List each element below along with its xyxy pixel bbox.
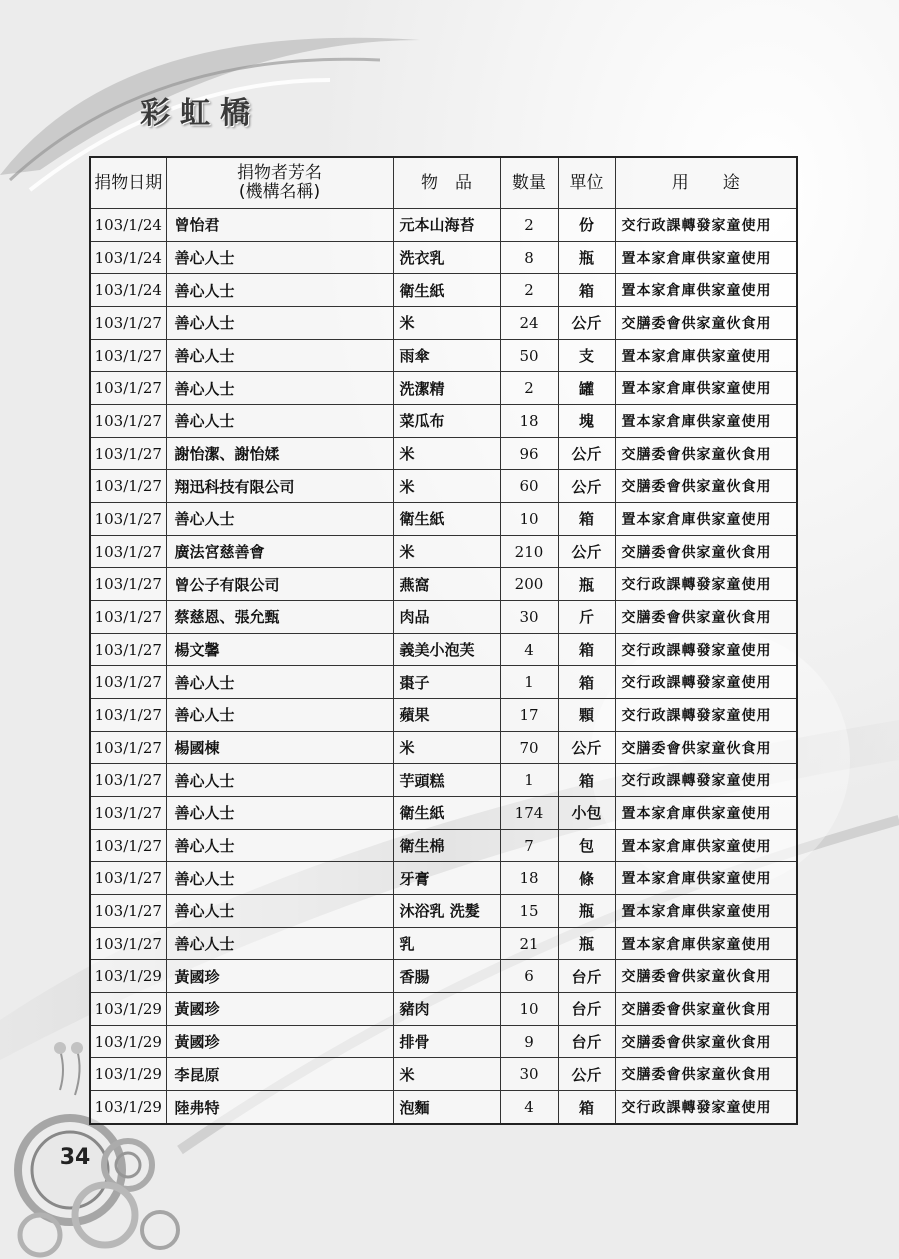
- table-row: [90, 535, 797, 568]
- cell-unit: 箱: [558, 274, 615, 307]
- cell-item: 米: [393, 437, 500, 470]
- cell-donor: 善心人士: [166, 699, 393, 732]
- table-row: [90, 274, 797, 307]
- cell-date: 103/1/27: [90, 699, 166, 732]
- cell-donor: 黃國珍: [166, 1025, 393, 1058]
- cell-unit: 台斤: [558, 960, 615, 993]
- cell-date: 103/1/27: [90, 568, 166, 601]
- cell-date: 103/1/27: [90, 797, 166, 830]
- cell-date: 103/1/27: [90, 339, 166, 372]
- table-row: [90, 699, 797, 732]
- table-row: [90, 1025, 797, 1058]
- cell-use: 交膳委會供家童伙食用: [615, 470, 797, 503]
- cell-unit: 公斤: [558, 535, 615, 568]
- cell-date: 103/1/27: [90, 764, 166, 797]
- cell-qty: 1: [500, 666, 558, 699]
- cell-unit: 箱: [558, 633, 615, 666]
- cell-donor: 善心人士: [166, 862, 393, 895]
- table-row: [90, 862, 797, 895]
- cell-donor: 善心人士: [166, 764, 393, 797]
- cell-item: 衛生棉: [393, 829, 500, 862]
- cell-item: 排骨: [393, 1025, 500, 1058]
- cell-qty: 30: [500, 1058, 558, 1091]
- cell-donor: 善心人士: [166, 927, 393, 960]
- cell-donor: 楊文馨: [166, 633, 393, 666]
- header-date: 捐物日期: [90, 157, 166, 209]
- cell-use: 交行政課轉發家童使用: [615, 699, 797, 732]
- header-qty: 數量: [500, 157, 558, 209]
- cell-use: 置本家倉庫供家童使用: [615, 862, 797, 895]
- cell-donor: 善心人士: [166, 503, 393, 536]
- table-row: [90, 437, 797, 470]
- page-number: 34: [59, 1145, 91, 1170]
- table-header-row: [90, 157, 797, 209]
- cell-qty: 2: [500, 372, 558, 405]
- cell-item: 米: [393, 1058, 500, 1091]
- cell-donor: 曾怡君: [166, 209, 393, 242]
- cell-unit: 支: [558, 339, 615, 372]
- cell-use: 交膳委會供家童伙食用: [615, 437, 797, 470]
- cell-date: 103/1/27: [90, 862, 166, 895]
- cell-date: 103/1/27: [90, 503, 166, 536]
- cell-unit: 公斤: [558, 470, 615, 503]
- cell-use: 置本家倉庫供家童使用: [615, 274, 797, 307]
- cell-unit: 箱: [558, 764, 615, 797]
- cell-use: 置本家倉庫供家童使用: [615, 405, 797, 438]
- cell-date: 103/1/24: [90, 274, 166, 307]
- cell-item: 香腸: [393, 960, 500, 993]
- table-row: [90, 764, 797, 797]
- cell-use: 置本家倉庫供家童使用: [615, 339, 797, 372]
- cell-donor: 黃國珍: [166, 993, 393, 1026]
- section-title: 彩虹橋: [140, 96, 260, 131]
- table-row: [90, 960, 797, 993]
- cell-item: 元本山海苔: [393, 209, 500, 242]
- cell-donor: 黃國珍: [166, 960, 393, 993]
- header-donor-line1: 捐物者芳名: [237, 163, 322, 183]
- cell-use: 交行政課轉發家童使用: [615, 1091, 797, 1124]
- cell-unit: 公斤: [558, 437, 615, 470]
- cell-date: 103/1/24: [90, 241, 166, 274]
- table-row: [90, 405, 797, 438]
- cell-donor: 廣法宮慈善會: [166, 535, 393, 568]
- cell-item: 棗子: [393, 666, 500, 699]
- cell-qty: 9: [500, 1025, 558, 1058]
- donation-table-container: [89, 156, 796, 1125]
- cell-unit: 公斤: [558, 731, 615, 764]
- cell-unit: 瓶: [558, 241, 615, 274]
- cell-qty: 10: [500, 503, 558, 536]
- table-row: [90, 927, 797, 960]
- cell-date: 103/1/24: [90, 209, 166, 242]
- cell-donor: 善心人士: [166, 274, 393, 307]
- cell-use: 置本家倉庫供家童使用: [615, 829, 797, 862]
- cell-use: 交膳委會供家童伙食用: [615, 1058, 797, 1091]
- table-row: [90, 307, 797, 340]
- cell-unit: 斤: [558, 601, 615, 634]
- cell-unit: 塊: [558, 405, 615, 438]
- cell-donor: 謝怡潔、謝怡媃: [166, 437, 393, 470]
- cell-donor: 翔迅科技有限公司: [166, 470, 393, 503]
- cell-qty: 10: [500, 993, 558, 1026]
- table-row: [90, 470, 797, 503]
- cell-use: 交膳委會供家童伙食用: [615, 731, 797, 764]
- cell-qty: 7: [500, 829, 558, 862]
- cell-qty: 24: [500, 307, 558, 340]
- cell-donor: 善心人士: [166, 405, 393, 438]
- cell-date: 103/1/27: [90, 731, 166, 764]
- cell-unit: 箱: [558, 1091, 615, 1124]
- cell-use: 交膳委會供家童伙食用: [615, 993, 797, 1026]
- cell-qty: 174: [500, 797, 558, 830]
- table-row: [90, 1091, 797, 1124]
- cell-item: 衛生紙: [393, 274, 500, 307]
- cell-use: 交膳委會供家童伙食用: [615, 1025, 797, 1058]
- cell-date: 103/1/27: [90, 633, 166, 666]
- cell-unit: 顆: [558, 699, 615, 732]
- cell-item: 泡麵: [393, 1091, 500, 1124]
- cell-item: 豬肉: [393, 993, 500, 1026]
- table-row: [90, 633, 797, 666]
- cell-qty: 50: [500, 339, 558, 372]
- cell-item: 洗衣乳: [393, 241, 500, 274]
- table-row: [90, 797, 797, 830]
- cell-date: 103/1/27: [90, 372, 166, 405]
- cell-qty: 2: [500, 209, 558, 242]
- cell-date: 103/1/29: [90, 960, 166, 993]
- table-row: [90, 895, 797, 928]
- cell-qty: 4: [500, 633, 558, 666]
- cell-item: 牙膏: [393, 862, 500, 895]
- cell-donor: 陸弗特: [166, 1091, 393, 1124]
- cell-date: 103/1/27: [90, 601, 166, 634]
- cell-donor: 善心人士: [166, 241, 393, 274]
- cell-unit: 台斤: [558, 993, 615, 1026]
- cell-use: 置本家倉庫供家童使用: [615, 797, 797, 830]
- header-donor-line2: (機構名稱): [238, 182, 321, 202]
- cell-qty: 18: [500, 862, 558, 895]
- cell-unit: 台斤: [558, 1025, 615, 1058]
- cell-item: 蘋果: [393, 699, 500, 732]
- cell-qty: 17: [500, 699, 558, 732]
- cell-qty: 4: [500, 1091, 558, 1124]
- cell-item: 肉品: [393, 601, 500, 634]
- cell-unit: 罐: [558, 372, 615, 405]
- cell-item: 米: [393, 470, 500, 503]
- cell-qty: 96: [500, 437, 558, 470]
- cell-item: 米: [393, 731, 500, 764]
- cell-unit: 瓶: [558, 927, 615, 960]
- table-row: [90, 1058, 797, 1091]
- cell-qty: 6: [500, 960, 558, 993]
- cell-use: 置本家倉庫供家童使用: [615, 503, 797, 536]
- table-row: [90, 209, 797, 242]
- cell-use: 交行政課轉發家童使用: [615, 633, 797, 666]
- cell-qty: 30: [500, 601, 558, 634]
- cell-date: 103/1/29: [90, 1091, 166, 1124]
- cell-use: 置本家倉庫供家童使用: [615, 927, 797, 960]
- cell-unit: 公斤: [558, 307, 615, 340]
- cell-use: 交膳委會供家童伙食用: [615, 601, 797, 634]
- header-use: 用 途: [615, 157, 797, 209]
- cell-use: 交膳委會供家童伙食用: [615, 960, 797, 993]
- cell-use: 交行政課轉發家童使用: [615, 568, 797, 601]
- cell-item: 洗潔精: [393, 372, 500, 405]
- table-row: [90, 568, 797, 601]
- cell-qty: 18: [500, 405, 558, 438]
- cell-item: 衛生紙: [393, 503, 500, 536]
- cell-qty: 1: [500, 764, 558, 797]
- cell-item: 燕窩: [393, 568, 500, 601]
- cell-item: 衛生紙: [393, 797, 500, 830]
- table-row: [90, 666, 797, 699]
- cell-donor: 善心人士: [166, 339, 393, 372]
- cell-item: 菜瓜布: [393, 405, 500, 438]
- cell-unit: 箱: [558, 503, 615, 536]
- cell-donor: 善心人士: [166, 666, 393, 699]
- cell-date: 103/1/27: [90, 470, 166, 503]
- table-row: [90, 339, 797, 372]
- cell-item: 米: [393, 535, 500, 568]
- cell-date: 103/1/29: [90, 1025, 166, 1058]
- cell-qty: 200: [500, 568, 558, 601]
- cell-qty: 70: [500, 731, 558, 764]
- cell-item: 沐浴乳 洗髮: [393, 895, 500, 928]
- cell-item: 義美小泡芙: [393, 633, 500, 666]
- header-item: 物 品: [393, 157, 500, 209]
- cell-use: 置本家倉庫供家童使用: [615, 895, 797, 928]
- header-unit: 單位: [558, 157, 615, 209]
- cell-use: 置本家倉庫供家童使用: [615, 241, 797, 274]
- cell-unit: 份: [558, 209, 615, 242]
- table-row: [90, 601, 797, 634]
- cell-item: 乳: [393, 927, 500, 960]
- table-row: [90, 993, 797, 1026]
- cell-date: 103/1/29: [90, 993, 166, 1026]
- cell-item: 芋頭糕: [393, 764, 500, 797]
- cell-donor: 楊國棟: [166, 731, 393, 764]
- cell-use: 交膳委會供家童伙食用: [615, 535, 797, 568]
- table-row: [90, 503, 797, 536]
- cell-unit: 包: [558, 829, 615, 862]
- cell-qty: 2: [500, 274, 558, 307]
- cell-date: 103/1/29: [90, 1058, 166, 1091]
- cell-donor: 蔡慈恩、張允甄: [166, 601, 393, 634]
- cell-unit: 條: [558, 862, 615, 895]
- cell-date: 103/1/27: [90, 666, 166, 699]
- cell-donor: 善心人士: [166, 797, 393, 830]
- cell-use: 交行政課轉發家童使用: [615, 764, 797, 797]
- cell-date: 103/1/27: [90, 405, 166, 438]
- cell-use: 交膳委會供家童伙食用: [615, 307, 797, 340]
- cell-donor: 善心人士: [166, 372, 393, 405]
- cell-date: 103/1/27: [90, 437, 166, 470]
- cell-use: 交行政課轉發家童使用: [615, 209, 797, 242]
- cell-date: 103/1/27: [90, 927, 166, 960]
- cell-qty: 15: [500, 895, 558, 928]
- cell-date: 103/1/27: [90, 895, 166, 928]
- cell-unit: 瓶: [558, 895, 615, 928]
- cell-unit: 瓶: [558, 568, 615, 601]
- cell-use: 交行政課轉發家童使用: [615, 666, 797, 699]
- cell-date: 103/1/27: [90, 307, 166, 340]
- cell-item: 米: [393, 307, 500, 340]
- cell-donor: 善心人士: [166, 307, 393, 340]
- cell-qty: 60: [500, 470, 558, 503]
- cell-use: 置本家倉庫供家童使用: [615, 372, 797, 405]
- cell-qty: 21: [500, 927, 558, 960]
- header-donor: [166, 157, 393, 209]
- donation-table: [89, 156, 798, 1125]
- cell-qty: 8: [500, 241, 558, 274]
- cell-date: 103/1/27: [90, 829, 166, 862]
- table-row: [90, 731, 797, 764]
- cell-date: 103/1/27: [90, 535, 166, 568]
- table-row: [90, 829, 797, 862]
- cell-donor: 善心人士: [166, 895, 393, 928]
- cell-donor: 善心人士: [166, 829, 393, 862]
- cell-donor: 李昆原: [166, 1058, 393, 1091]
- table-row: [90, 241, 797, 274]
- cell-unit: 小包: [558, 797, 615, 830]
- cell-donor: 曾公子有限公司: [166, 568, 393, 601]
- cell-unit: 箱: [558, 666, 615, 699]
- table-row: [90, 372, 797, 405]
- cell-unit: 公斤: [558, 1058, 615, 1091]
- cell-item: 雨傘: [393, 339, 500, 372]
- cell-qty: 210: [500, 535, 558, 568]
